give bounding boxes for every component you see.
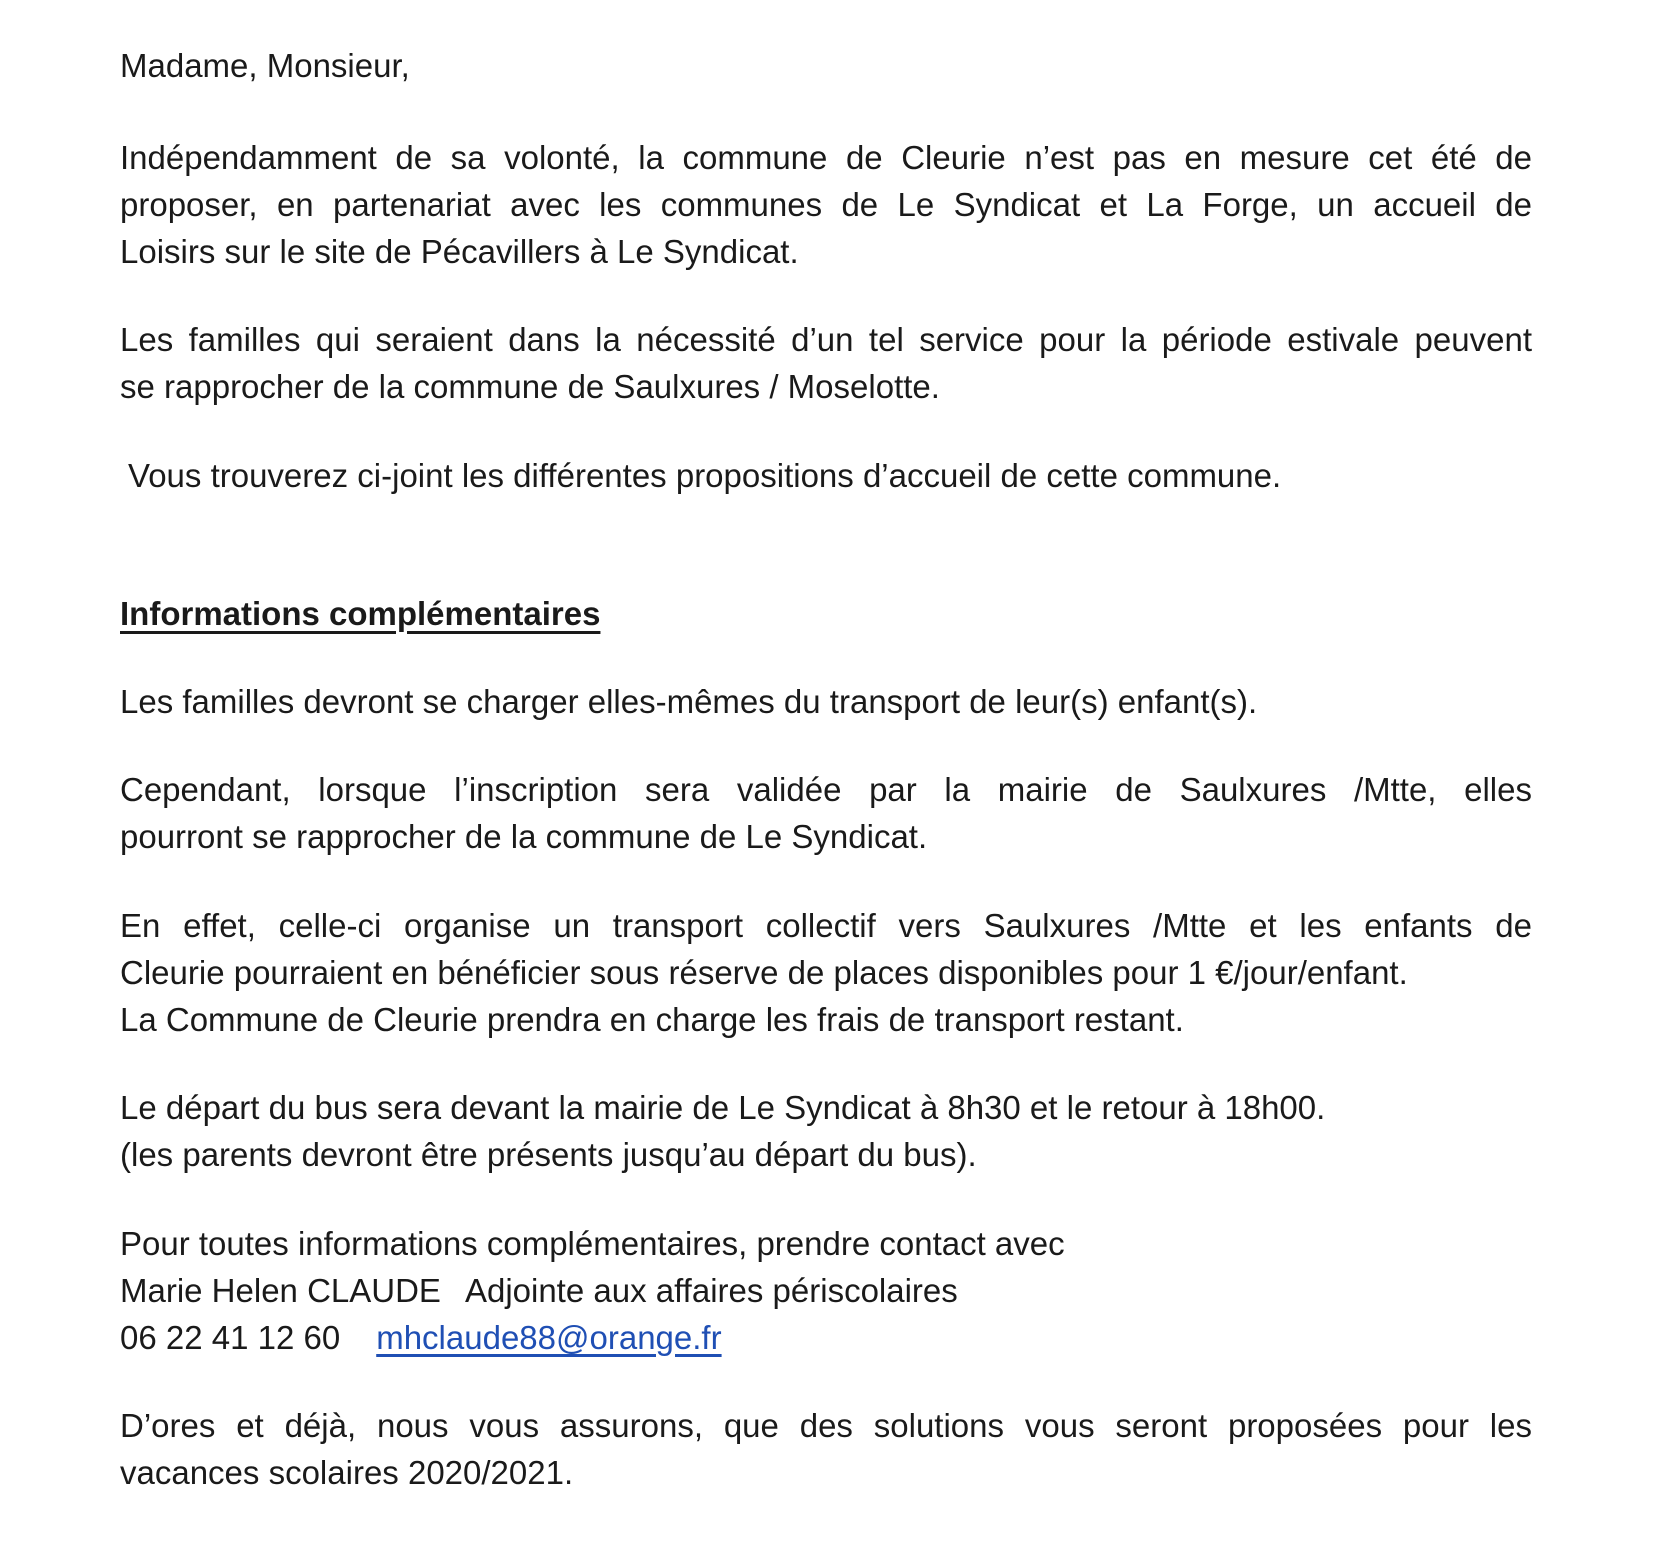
paragraph-bus-schedule: Le départ du bus sera devant la mairie de Le Syndicat à 8h30 et le retour à 18h00. (les parents devront être présents jusqu’au départ du bus).	[120, 1089, 1326, 1173]
contact-block	[120, 1220, 1532, 1361]
contact-intro: Pour toutes informations complémentaires, prendre contact avec	[120, 1225, 1065, 1262]
contact-details	[120, 1314, 1532, 1361]
paragraph-registration: Cependant, lorsque l’inscription sera validée par la mairie de Saulxures /Mtte, elles pourront se rapprocher de la commune de Le Syndicat.	[120, 771, 1532, 855]
contact-role: Adjointe aux affaires périscolaires	[464, 1272, 958, 1309]
contact-email-link[interactable]: mhclaude88@orange.fr	[376, 1319, 722, 1356]
contact-phone: 06 22 41 12 60	[120, 1319, 341, 1356]
paragraph-intro: Indépendamment de sa volonté, la commune de Cleurie n’est pas en mesure cet été de proposer, en partenariat avec les communes de Le Syndicat et La Forge, un accueil de Loisirs sur le site de Pécavillers à Le Syndicat.	[120, 139, 1532, 270]
paragraph-families: Les familles qui seraient dans la nécessité d’un tel service pour la période estivale peuvent se rapprocher de la commune de Saulxures / Moselotte.	[120, 321, 1532, 405]
paragraph-closing: D’ores et déjà, nous vous assurons, que des solutions vous seront proposées pour les vacances scolaires 2020/2021.	[120, 1407, 1532, 1491]
contact-name: Marie Helen CLAUDE	[120, 1272, 441, 1309]
paragraph-collective-transport: En effet, celle-ci organise un transport collectif vers Saulxures /Mtte et les enfants de Cleurie pourraient en bénéficier sous réserve de places disponibles pour 1 €/jour/enfant. La Commune de Cleurie prendra en charge les frais de transport restant.	[120, 907, 1532, 1038]
section-heading: Informations complémentaires	[120, 595, 601, 632]
paragraph-attached: Vous trouverez ci-joint les différentes propositions d’accueil de cette commune.	[128, 457, 1282, 494]
contact-person	[120, 1267, 1532, 1314]
paragraph-transport: Les familles devront se charger elles-mêmes du transport de leur(s) enfant(s).	[120, 683, 1258, 720]
salutation: Madame, Monsieur,	[120, 47, 410, 84]
